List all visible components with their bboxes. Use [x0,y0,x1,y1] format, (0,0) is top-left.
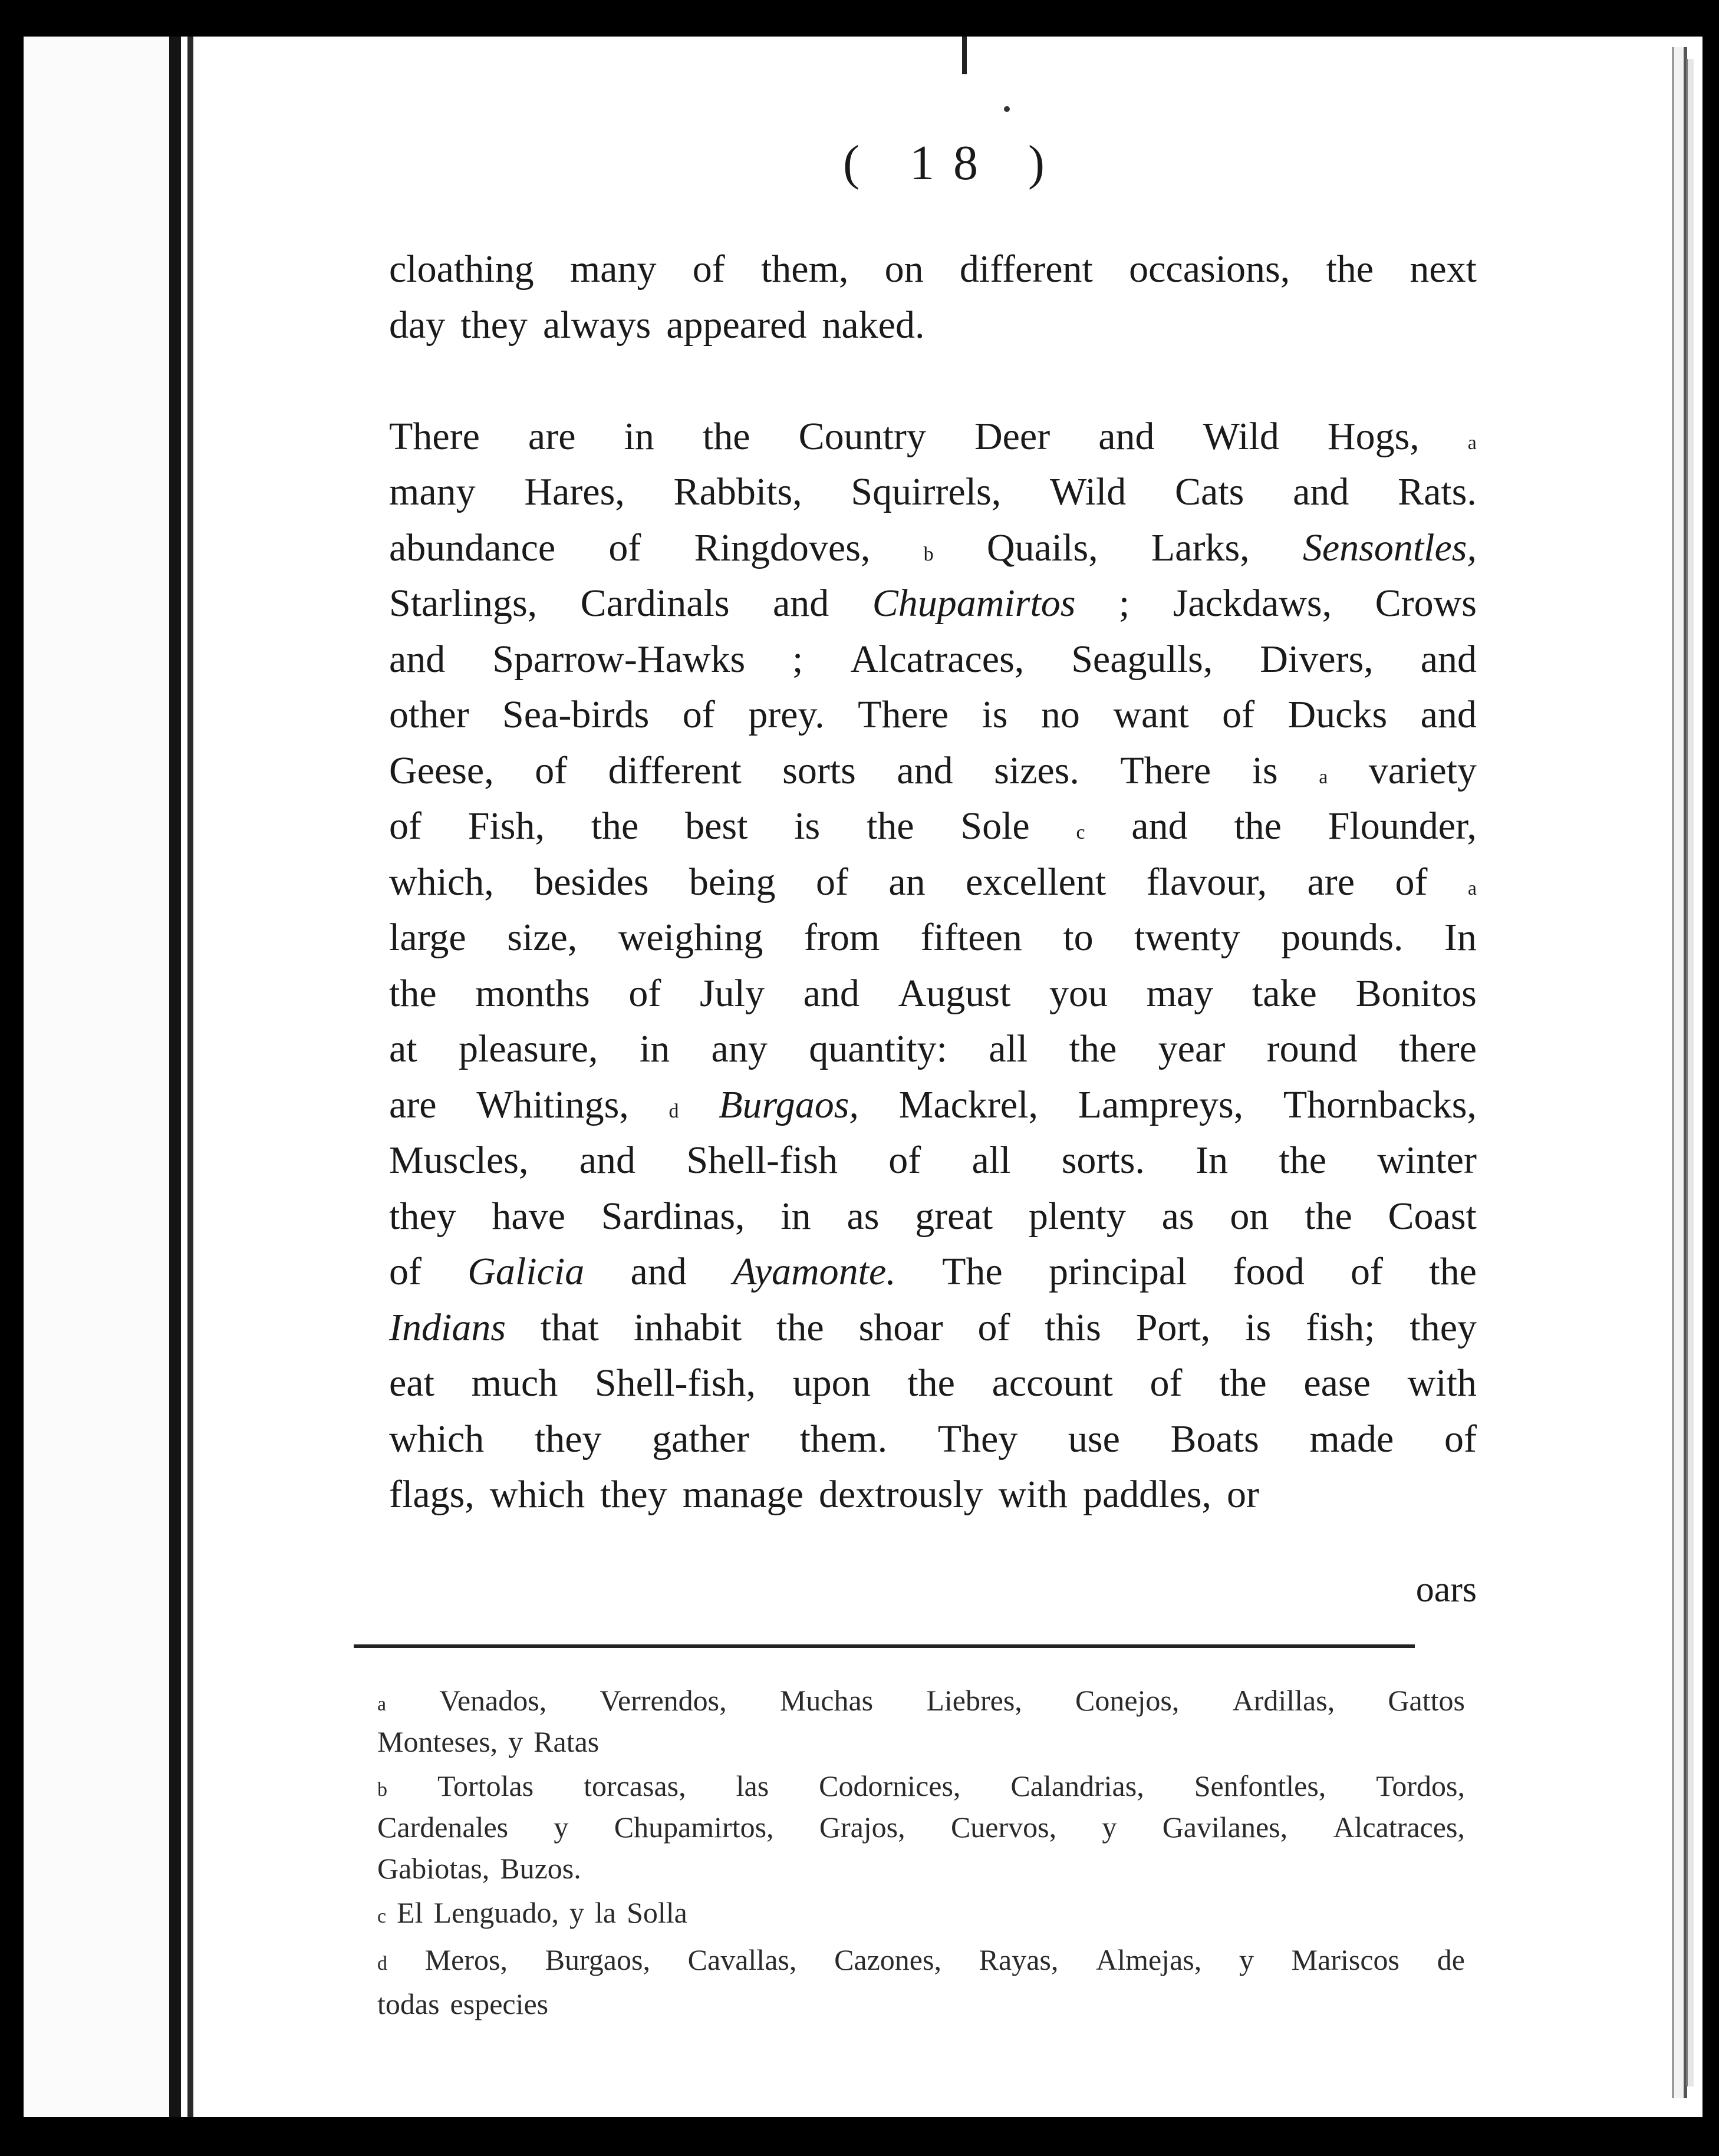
word: Cazones, [834,1943,941,1976]
word: Buzos. [500,1852,581,1885]
word: Liebres, [926,1684,1022,1717]
word: y [554,1811,569,1844]
word: Whitings, [476,1083,629,1126]
word: of [1395,860,1428,904]
word: Rats. [1398,470,1477,513]
text-line: which, besides being of an excellent flavour, are of a [389,855,1477,910]
word: Hogs, [1327,414,1420,458]
word: ; [792,637,803,681]
word: and [773,582,829,625]
footnote-line: a Venados, Verrendos, Muchas Liebres, Conejos, Ardillas, Gattos [377,1680,1465,1721]
word: Country [798,414,926,458]
word: the [389,971,437,1015]
word: Gabiotas, [377,1852,490,1885]
word: they [460,303,528,347]
word: the [591,805,639,848]
word: Bonitos [1355,971,1477,1015]
footnote-line: d Meros, Burgaos, Cavallas, Cazones, Rayas, Almejas, y Mariscos de [377,1939,1465,1980]
word: Cats [1175,470,1244,513]
word: Tordos, [1376,1769,1465,1802]
word: y [508,1725,523,1758]
word: great [915,1194,993,1238]
word: the [1429,1250,1477,1293]
word: which [489,1473,585,1516]
word: Burgaos, [545,1943,650,1976]
word: Rayas, [979,1943,1059,1976]
word: sizes. [994,749,1079,792]
word: different [608,749,742,792]
word: In [1196,1139,1229,1182]
word: sorts [782,749,856,792]
word: next [1410,248,1477,291]
word: Grajos, [819,1811,905,1844]
word: Senfontles, [1194,1769,1326,1802]
word: inhabit [633,1306,742,1349]
word: on [1230,1194,1269,1238]
word: and [630,1250,687,1293]
word: is [1245,1306,1272,1349]
word: Codornices, [819,1769,961,1802]
word: There [858,693,949,736]
ink-dot [1004,106,1010,112]
text-line: abundance of Ringdoves, b Quails, Larks, Sensontles, [389,520,1477,576]
word: Alcatraces, [850,637,1025,681]
word: the [866,805,914,848]
text-line [389,966,1477,1021]
word: fifteen [920,916,1022,959]
word: account [992,1361,1113,1405]
word: Muchas [779,1684,874,1717]
word: of [1150,1361,1183,1405]
word: abundance [389,526,556,569]
scan-border-bottom [0,2117,1719,2156]
word: which [389,1417,485,1461]
word: the [1326,248,1374,291]
word: gather [652,1417,750,1461]
text-line [389,242,1477,297]
word: Verrendos, [600,1684,727,1717]
word: they [600,1473,667,1516]
word: and [1098,414,1155,458]
word: or [1227,1473,1260,1516]
facing-page-edge [24,37,171,2117]
word: la [594,1896,617,1929]
word: manage [682,1473,803,1516]
word: have [492,1194,565,1238]
word: from [803,916,880,959]
word: Fish, [467,805,545,848]
word: July [699,971,765,1015]
word: of [888,1139,921,1182]
word: Divers, [1260,637,1374,681]
word: appeared [666,303,807,347]
word: all [989,1027,1028,1070]
word: Port, [1135,1306,1211,1349]
word: and [389,637,446,681]
word: of [815,860,848,904]
word: Venados, [439,1684,547,1717]
word: Wild [1203,414,1279,458]
word: Quails, [986,526,1098,569]
word: is [982,693,1008,736]
word: at [389,1027,417,1070]
word: Meros, [424,1943,508,1976]
text-line [389,1133,1477,1188]
word: and [1420,693,1477,736]
text-line [389,464,1477,520]
word: Burgaos, [719,1083,859,1126]
word: Ringdoves, [694,526,871,569]
word: Cardenales [377,1811,509,1844]
word: are [528,414,576,458]
word: flavour, [1146,860,1267,904]
word: eat [389,1361,434,1405]
word: no [1040,693,1080,736]
scan-border-left [0,0,24,2156]
text-line [389,1189,1477,1244]
word: are [1307,860,1355,904]
gutter-shadow-inner [187,37,193,2117]
word: Sardinas, [601,1194,745,1238]
word: an [888,860,926,904]
word: Deer [974,414,1050,458]
word: large [389,916,466,959]
word: Shell-fish [686,1139,838,1182]
text-line [389,1356,1477,1411]
word: of [389,805,421,848]
text-line [389,910,1477,965]
word: in [639,1027,670,1070]
word: that [540,1306,599,1349]
word: of [977,1306,1010,1349]
word: y [1102,1811,1117,1844]
word: as [1161,1194,1194,1238]
word: cloathing [389,248,534,291]
word: year [1158,1027,1226,1070]
text-line [389,1021,1477,1077]
word: is [794,805,821,848]
word: de [1437,1943,1465,1976]
word: made [1309,1417,1394,1461]
word: todas [377,1987,440,2020]
word: Seagulls, [1071,637,1213,681]
word: in [624,414,654,458]
word: y [1239,1943,1254,1976]
word: many [389,470,476,513]
word: of [389,1250,421,1293]
word: In [1444,916,1477,959]
word: prey. [748,693,825,736]
word: the [702,414,750,458]
word: plenty [1028,1194,1126,1238]
word: Jackdaws, [1173,582,1332,625]
word: pounds. [1281,916,1404,959]
word: Solla [627,1896,687,1929]
word: other [389,693,469,736]
word: is [1252,749,1278,792]
word: Tortolas [437,1769,534,1802]
word: ease [1303,1361,1371,1405]
word: the [1279,1139,1327,1182]
word: Squirrels, [851,470,1002,513]
word: Mariscos [1291,1943,1399,1976]
word: of [1222,693,1255,736]
word: of [682,693,715,736]
footnote-line [377,1848,1465,1889]
word: winter [1377,1139,1477,1182]
word: want [1113,693,1189,736]
word: occasions, [1129,248,1290,291]
word: size, [507,916,578,959]
word: especies [450,1987,549,2020]
word: Larks, [1151,526,1250,569]
word: Galicia [467,1250,585,1293]
word: Cavallas, [687,1943,797,1976]
word: There [389,414,480,458]
word: Gattos [1388,1684,1465,1717]
word: Chupamirtos [872,582,1076,625]
text-line [389,632,1477,687]
word: months [475,971,590,1015]
footnote-line: b Tortolas torcasas, las Codornices, Calandrias, Senfontles, Tordos, [377,1765,1465,1806]
text-line [389,687,1477,743]
gutter-shadow [169,37,181,2117]
word: Sole [960,805,1030,848]
word: on [884,248,924,291]
word: Cuervos, [950,1811,1057,1844]
word: best [685,805,748,848]
word: Rabbits, [673,470,802,513]
word: and [1293,470,1349,513]
word: las [736,1769,769,1802]
word: may [1146,971,1214,1015]
word: Calandrias, [1010,1769,1144,1802]
word: Ardillas, [1232,1684,1335,1717]
word: Gavilanes, [1162,1811,1288,1844]
word: Ducks [1287,693,1388,736]
word: them, [760,248,849,291]
footnote-line [377,1806,1465,1848]
word: much [471,1361,558,1405]
word: of [628,971,661,1015]
footnote-line [377,1721,1465,1762]
word: sorts. [1061,1139,1145,1182]
word: round [1266,1027,1358,1070]
footnote-line [377,1983,1465,2025]
text-line: of Fish, the best is the Sole c and the Flounder, [389,799,1477,854]
word: Monteses, [377,1725,498,1758]
page-stack-edge-inner [1686,59,1694,2086]
footnote-rule [354,1644,1415,1648]
word: the [1219,1361,1267,1405]
word: the [1069,1027,1117,1070]
word: Lenguado, [433,1896,559,1929]
word: are [389,1083,437,1126]
word: excellent [966,860,1107,904]
word: Indians [389,1306,506,1349]
word: with [1407,1361,1477,1405]
word: weighing [618,916,763,959]
word: the [776,1306,824,1349]
word: Shell-fish, [594,1361,756,1405]
word: principal [1048,1250,1187,1293]
word: you [1049,971,1108,1015]
word: in [781,1194,811,1238]
word: besides [534,860,649,904]
text-line [389,1300,1477,1356]
word: them. [799,1417,888,1461]
word: and [897,749,953,792]
word: quantity: [809,1027,947,1070]
word: Geese, [389,749,494,792]
word: ; [1118,582,1130,625]
word: of [1444,1417,1477,1461]
word: Cardinals [580,582,730,625]
word: Mackrel, [898,1083,1039,1126]
word: Flounder, [1328,805,1477,848]
catchword: oars [1415,1570,1477,1610]
word: as [847,1194,880,1238]
word: August [898,971,1011,1015]
word: upon [792,1361,871,1405]
text-line [389,1467,1477,1522]
text-line: are Whitings, d Burgaos, Mackrel, Lampreys, Thornbacks, [389,1077,1477,1133]
word: El [397,1896,423,1929]
word: y [569,1896,584,1929]
word: take [1252,971,1317,1015]
word: the [1305,1194,1352,1238]
word: Coast [1388,1194,1477,1238]
word: Ratas [534,1725,600,1758]
word: the [907,1361,955,1405]
word: and [803,971,859,1015]
word: of [608,526,641,569]
word: and [1420,637,1477,681]
word: pleasure, [459,1027,598,1070]
word: they [534,1417,602,1461]
word: which, [389,860,494,904]
word: food [1233,1250,1305,1293]
word: Wild [1049,470,1127,513]
word: The [942,1250,1003,1293]
word: Crows [1375,582,1477,625]
word: to [1063,916,1094,959]
word: shoar [858,1306,943,1349]
word: dextrously [818,1473,983,1516]
word: different [959,248,1093,291]
word: always [542,303,651,347]
text-line [389,1412,1477,1467]
word: twenty [1134,916,1240,959]
text-line [389,1244,1477,1300]
word: being [689,860,776,904]
word: of [692,248,725,291]
word: this [1045,1306,1101,1349]
word: torcasas, [584,1769,686,1802]
word: flags, [389,1473,475,1516]
word: use [1068,1417,1120,1461]
word: any [711,1027,768,1070]
word: Chupamirtos, [614,1811,774,1844]
word: they [1410,1306,1477,1349]
word: Muscles, [389,1139,529,1182]
word: paddles, [1082,1473,1212,1516]
page-number: ( 18 ) [843,136,1063,190]
word: Ayamonte. [733,1250,896,1293]
word: Almejas, [1096,1943,1202,1976]
word: and [579,1139,636,1182]
word: fish; [1306,1306,1375,1349]
word: Sensontles, [1302,526,1477,569]
word: Thornbacks, [1283,1083,1477,1126]
word: Sea-birds [502,693,650,736]
scan-border-right [1702,0,1719,2156]
word: Hares, [524,470,625,513]
word: naked. [822,303,925,347]
word: day [389,303,446,347]
text-line [389,298,1477,353]
word: They [937,1417,1018,1461]
text-line: Geese, of different sorts and sizes. There is a variety [389,743,1477,799]
word: of [1351,1250,1384,1293]
word: Boats [1170,1417,1259,1461]
word: Conejos, [1075,1684,1180,1717]
page-stack-edge [1672,47,1687,2098]
footnote-line: c El Lenguado, y la Solla [377,1892,1465,1933]
word: and [1131,805,1188,848]
scan-border-top [0,0,1719,37]
binding-mark [962,37,967,74]
word: Starlings, [389,582,538,625]
word: of [535,749,568,792]
word: Sparrow-Hawks [492,637,746,681]
word: Lampreys, [1078,1083,1244,1126]
word: there [1399,1027,1477,1070]
word: many [569,248,657,291]
word: the [1234,805,1282,848]
word: they [389,1194,456,1238]
word: Alcatraces, [1333,1811,1465,1844]
text-line: There are in the Country Deer and Wild Hogs, a [389,409,1477,464]
word: with [998,1473,1068,1516]
word: There [1120,749,1211,792]
word: all [972,1139,1011,1182]
word: variety [1368,749,1477,792]
text-line [389,576,1477,631]
